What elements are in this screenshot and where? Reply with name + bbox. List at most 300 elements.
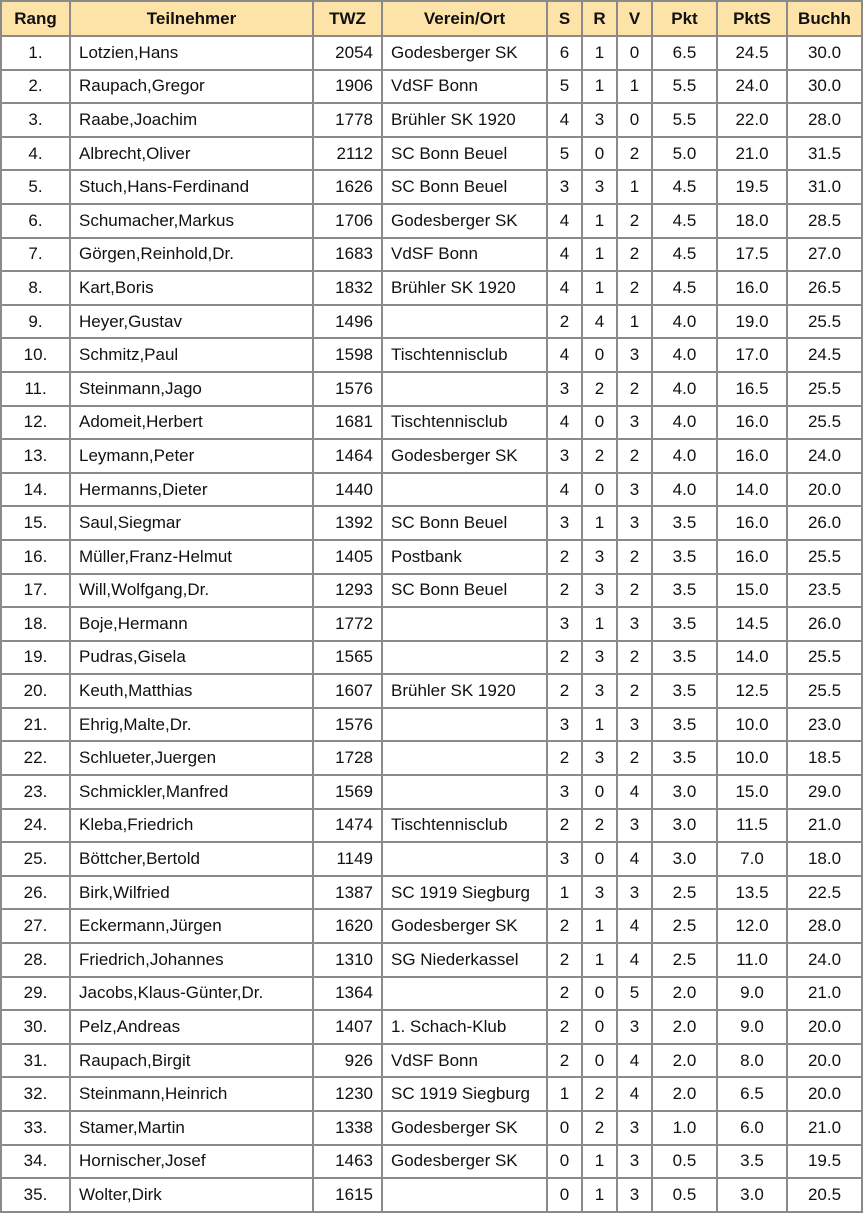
buchh-cell: 25.5 <box>787 540 862 574</box>
verein-cell: Tischtennisclub <box>382 406 547 440</box>
v-cell: 2 <box>617 741 652 775</box>
verein-cell <box>382 708 547 742</box>
twz-cell: 1681 <box>313 406 382 440</box>
table-row <box>1 137 862 171</box>
pkt-cell: 3.5 <box>652 674 717 708</box>
v-cell: 3 <box>617 1145 652 1179</box>
teilnehmer-cell: Will,Wolfgang,Dr. <box>70 574 313 608</box>
buchh-cell: 18.5 <box>787 741 862 775</box>
s-cell: 2 <box>547 1010 582 1044</box>
buchh-cell: 28.0 <box>787 909 862 943</box>
r-cell: 2 <box>582 1111 617 1145</box>
rang-cell: 10. <box>1 338 70 372</box>
table-row <box>1 406 862 440</box>
verein-cell: Brühler SK 1920 <box>382 103 547 137</box>
teilnehmer-cell: Hermanns,Dieter <box>70 473 313 507</box>
buchh-cell: 31.5 <box>787 137 862 171</box>
s-cell: 3 <box>547 708 582 742</box>
pkts-cell: 3.5 <box>717 1145 787 1179</box>
buchh-cell: 21.0 <box>787 809 862 843</box>
table-row <box>1 271 862 305</box>
rang-cell: 20. <box>1 674 70 708</box>
teilnehmer-cell: Ehrig,Malte,Dr. <box>70 708 313 742</box>
table-row <box>1 372 862 406</box>
rang-cell: 15. <box>1 506 70 540</box>
pkts-cell: 6.0 <box>717 1111 787 1145</box>
v-cell: 3 <box>617 1111 652 1145</box>
buchh-cell: 23.0 <box>787 708 862 742</box>
r-cell: 1 <box>582 943 617 977</box>
v-cell: 2 <box>617 641 652 675</box>
pkt-cell: 4.0 <box>652 305 717 339</box>
verein-cell: SC Bonn Beuel <box>382 170 547 204</box>
teilnehmer-cell: Steinmann,Heinrich <box>70 1077 313 1111</box>
pkt-cell: 3.5 <box>652 641 717 675</box>
table-row <box>1 439 862 473</box>
pkt-cell: 2.0 <box>652 1010 717 1044</box>
r-cell: 0 <box>582 1044 617 1078</box>
pkts-cell: 8.0 <box>717 1044 787 1078</box>
teilnehmer-cell: Birk,Wilfried <box>70 876 313 910</box>
s-cell: 2 <box>547 305 582 339</box>
table-row <box>1 641 862 675</box>
s-cell: 3 <box>547 607 582 641</box>
pkt-cell: 6.5 <box>652 36 717 70</box>
col-header-rang: Rang <box>1 1 70 36</box>
v-cell: 2 <box>617 574 652 608</box>
pkt-cell: 2.5 <box>652 876 717 910</box>
pkts-cell: 16.0 <box>717 506 787 540</box>
buchh-cell: 20.0 <box>787 1044 862 1078</box>
rang-cell: 27. <box>1 909 70 943</box>
teilnehmer-cell: Saul,Siegmar <box>70 506 313 540</box>
pkts-cell: 7.0 <box>717 842 787 876</box>
s-cell: 2 <box>547 977 582 1011</box>
table-row <box>1 1111 862 1145</box>
r-cell: 2 <box>582 372 617 406</box>
rang-cell: 18. <box>1 607 70 641</box>
v-cell: 5 <box>617 977 652 1011</box>
buchh-cell: 28.5 <box>787 204 862 238</box>
verein-cell <box>382 1178 547 1212</box>
pkts-cell: 21.0 <box>717 137 787 171</box>
twz-cell: 1338 <box>313 1111 382 1145</box>
s-cell: 2 <box>547 943 582 977</box>
verein-cell: Godesberger SK <box>382 204 547 238</box>
rang-cell: 26. <box>1 876 70 910</box>
twz-cell: 1310 <box>313 943 382 977</box>
table-row <box>1 473 862 507</box>
pkt-cell: 4.0 <box>652 439 717 473</box>
table-row <box>1 70 862 104</box>
v-cell: 4 <box>617 1077 652 1111</box>
table-row <box>1 170 862 204</box>
rang-cell: 16. <box>1 540 70 574</box>
buchh-cell: 25.5 <box>787 406 862 440</box>
v-cell: 3 <box>617 506 652 540</box>
verein-cell <box>382 305 547 339</box>
table-row <box>1 674 862 708</box>
twz-cell: 1407 <box>313 1010 382 1044</box>
r-cell: 1 <box>582 36 617 70</box>
buchh-cell: 20.0 <box>787 473 862 507</box>
pkts-cell: 3.0 <box>717 1178 787 1212</box>
r-cell: 2 <box>582 439 617 473</box>
teilnehmer-cell: Heyer,Gustav <box>70 305 313 339</box>
teilnehmer-cell: Raupach,Birgit <box>70 1044 313 1078</box>
v-cell: 3 <box>617 473 652 507</box>
s-cell: 0 <box>547 1111 582 1145</box>
s-cell: 4 <box>547 103 582 137</box>
teilnehmer-cell: Steinmann,Jago <box>70 372 313 406</box>
teilnehmer-cell: Stamer,Martin <box>70 1111 313 1145</box>
r-cell: 3 <box>582 876 617 910</box>
s-cell: 3 <box>547 170 582 204</box>
col-header-r: R <box>582 1 617 36</box>
verein-cell: Tischtennisclub <box>382 809 547 843</box>
table-row <box>1 809 862 843</box>
twz-cell: 1405 <box>313 540 382 574</box>
s-cell: 4 <box>547 238 582 272</box>
rang-cell: 14. <box>1 473 70 507</box>
verein-cell: SC 1919 Siegburg <box>382 876 547 910</box>
r-cell: 2 <box>582 809 617 843</box>
twz-cell: 1463 <box>313 1145 382 1179</box>
verein-cell: SG Niederkassel <box>382 943 547 977</box>
table-row <box>1 977 862 1011</box>
teilnehmer-cell: Müller,Franz-Helmut <box>70 540 313 574</box>
s-cell: 0 <box>547 1178 582 1212</box>
r-cell: 1 <box>582 238 617 272</box>
rang-cell: 32. <box>1 1077 70 1111</box>
pkt-cell: 2.0 <box>652 977 717 1011</box>
table-row <box>1 540 862 574</box>
verein-cell: SC Bonn Beuel <box>382 574 547 608</box>
twz-cell: 1440 <box>313 473 382 507</box>
table-row <box>1 204 862 238</box>
pkt-cell: 2.5 <box>652 909 717 943</box>
rang-cell: 35. <box>1 1178 70 1212</box>
v-cell: 2 <box>617 372 652 406</box>
twz-cell: 1392 <box>313 506 382 540</box>
v-cell: 3 <box>617 876 652 910</box>
s-cell: 4 <box>547 271 582 305</box>
v-cell: 2 <box>617 540 652 574</box>
s-cell: 0 <box>547 1145 582 1179</box>
rang-cell: 23. <box>1 775 70 809</box>
rang-cell: 28. <box>1 943 70 977</box>
twz-cell: 1387 <box>313 876 382 910</box>
rang-cell: 9. <box>1 305 70 339</box>
twz-cell: 1569 <box>313 775 382 809</box>
pkts-cell: 13.5 <box>717 876 787 910</box>
verein-cell: Godesberger SK <box>382 909 547 943</box>
pkt-cell: 4.5 <box>652 170 717 204</box>
table-row <box>1 506 862 540</box>
table-row <box>1 607 862 641</box>
r-cell: 1 <box>582 271 617 305</box>
v-cell: 3 <box>617 406 652 440</box>
pkts-cell: 14.0 <box>717 473 787 507</box>
v-cell: 4 <box>617 1044 652 1078</box>
pkts-cell: 16.0 <box>717 540 787 574</box>
table-row <box>1 708 862 742</box>
twz-cell: 1576 <box>313 708 382 742</box>
twz-cell: 926 <box>313 1044 382 1078</box>
table-row <box>1 238 862 272</box>
buchh-cell: 30.0 <box>787 70 862 104</box>
s-cell: 2 <box>547 741 582 775</box>
pkt-cell: 4.5 <box>652 204 717 238</box>
s-cell: 4 <box>547 473 582 507</box>
table-row <box>1 103 862 137</box>
pkt-cell: 4.0 <box>652 372 717 406</box>
pkt-cell: 4.0 <box>652 406 717 440</box>
rang-cell: 1. <box>1 36 70 70</box>
s-cell: 4 <box>547 406 582 440</box>
verein-cell: Tischtennisclub <box>382 338 547 372</box>
header-row <box>1 1 862 36</box>
s-cell: 3 <box>547 439 582 473</box>
twz-cell: 1496 <box>313 305 382 339</box>
r-cell: 4 <box>582 305 617 339</box>
teilnehmer-cell: Schmitz,Paul <box>70 338 313 372</box>
verein-cell <box>382 977 547 1011</box>
pkt-cell: 3.5 <box>652 540 717 574</box>
rang-cell: 7. <box>1 238 70 272</box>
r-cell: 1 <box>582 909 617 943</box>
teilnehmer-cell: Jacobs,Klaus-Günter,Dr. <box>70 977 313 1011</box>
buchh-cell: 20.0 <box>787 1010 862 1044</box>
pkts-cell: 16.0 <box>717 439 787 473</box>
verein-cell: Godesberger SK <box>382 36 547 70</box>
v-cell: 3 <box>617 338 652 372</box>
r-cell: 0 <box>582 406 617 440</box>
rang-cell: 5. <box>1 170 70 204</box>
col-header-pkt: Pkt <box>652 1 717 36</box>
pkts-cell: 18.0 <box>717 204 787 238</box>
verein-cell <box>382 641 547 675</box>
r-cell: 3 <box>582 103 617 137</box>
s-cell: 5 <box>547 137 582 171</box>
verein-cell: SC Bonn Beuel <box>382 506 547 540</box>
teilnehmer-cell: Kart,Boris <box>70 271 313 305</box>
s-cell: 2 <box>547 641 582 675</box>
teilnehmer-cell: Keuth,Matthias <box>70 674 313 708</box>
pkts-cell: 14.0 <box>717 641 787 675</box>
verein-cell: Godesberger SK <box>382 439 547 473</box>
s-cell: 4 <box>547 204 582 238</box>
rang-cell: 8. <box>1 271 70 305</box>
r-cell: 0 <box>582 473 617 507</box>
v-cell: 2 <box>617 271 652 305</box>
r-cell: 0 <box>582 137 617 171</box>
s-cell: 2 <box>547 809 582 843</box>
verein-cell: Postbank <box>382 540 547 574</box>
teilnehmer-cell: Raabe,Joachim <box>70 103 313 137</box>
s-cell: 4 <box>547 338 582 372</box>
r-cell: 3 <box>582 674 617 708</box>
r-cell: 3 <box>582 741 617 775</box>
pkts-cell: 17.5 <box>717 238 787 272</box>
pkt-cell: 3.0 <box>652 809 717 843</box>
pkt-cell: 3.5 <box>652 607 717 641</box>
r-cell: 1 <box>582 204 617 238</box>
pkts-cell: 16.5 <box>717 372 787 406</box>
s-cell: 1 <box>547 876 582 910</box>
table-row <box>1 909 862 943</box>
table-row <box>1 305 862 339</box>
pkts-cell: 6.5 <box>717 1077 787 1111</box>
v-cell: 3 <box>617 1010 652 1044</box>
teilnehmer-cell: Leymann,Peter <box>70 439 313 473</box>
teilnehmer-cell: Kleba,Friedrich <box>70 809 313 843</box>
s-cell: 1 <box>547 1077 582 1111</box>
s-cell: 6 <box>547 36 582 70</box>
buchh-cell: 27.0 <box>787 238 862 272</box>
table-row <box>1 1145 862 1179</box>
rang-cell: 22. <box>1 741 70 775</box>
buchh-cell: 25.5 <box>787 674 862 708</box>
teilnehmer-cell: Hornischer,Josef <box>70 1145 313 1179</box>
pkt-cell: 4.0 <box>652 338 717 372</box>
s-cell: 2 <box>547 674 582 708</box>
table-row <box>1 1010 862 1044</box>
verein-cell: VdSF Bonn <box>382 70 547 104</box>
pkts-cell: 16.0 <box>717 406 787 440</box>
rang-cell: 12. <box>1 406 70 440</box>
table-row <box>1 1044 862 1078</box>
teilnehmer-cell: Adomeit,Herbert <box>70 406 313 440</box>
pkts-cell: 10.0 <box>717 741 787 775</box>
buchh-cell: 24.5 <box>787 338 862 372</box>
col-header-pkts: PktS <box>717 1 787 36</box>
table-body <box>1 36 862 1212</box>
twz-cell: 1364 <box>313 977 382 1011</box>
verein-cell: 1. Schach-Klub <box>382 1010 547 1044</box>
r-cell: 3 <box>582 170 617 204</box>
twz-cell: 2112 <box>313 137 382 171</box>
twz-cell: 1906 <box>313 70 382 104</box>
col-header-v: V <box>617 1 652 36</box>
r-cell: 0 <box>582 338 617 372</box>
r-cell: 1 <box>582 506 617 540</box>
table-row <box>1 1178 862 1212</box>
teilnehmer-cell: Schumacher,Markus <box>70 204 313 238</box>
table-row <box>1 1077 862 1111</box>
v-cell: 1 <box>617 70 652 104</box>
buchh-cell: 29.0 <box>787 775 862 809</box>
pkt-cell: 3.0 <box>652 842 717 876</box>
v-cell: 2 <box>617 204 652 238</box>
buchh-cell: 26.5 <box>787 271 862 305</box>
twz-cell: 1706 <box>313 204 382 238</box>
col-header-teilnehmer: Teilnehmer <box>70 1 313 36</box>
twz-cell: 1149 <box>313 842 382 876</box>
s-cell: 3 <box>547 775 582 809</box>
twz-cell: 1293 <box>313 574 382 608</box>
rang-cell: 13. <box>1 439 70 473</box>
r-cell: 1 <box>582 1145 617 1179</box>
pkt-cell: 2.0 <box>652 1044 717 1078</box>
buchh-cell: 21.0 <box>787 977 862 1011</box>
v-cell: 3 <box>617 607 652 641</box>
verein-cell: Brühler SK 1920 <box>382 271 547 305</box>
twz-cell: 1598 <box>313 338 382 372</box>
pkts-cell: 15.0 <box>717 574 787 608</box>
teilnehmer-cell: Albrecht,Oliver <box>70 137 313 171</box>
teilnehmer-cell: Eckermann,Jürgen <box>70 909 313 943</box>
teilnehmer-cell: Böttcher,Bertold <box>70 842 313 876</box>
verein-cell: Godesberger SK <box>382 1111 547 1145</box>
pkts-cell: 22.0 <box>717 103 787 137</box>
r-cell: 3 <box>582 540 617 574</box>
pkt-cell: 4.5 <box>652 238 717 272</box>
r-cell: 3 <box>582 574 617 608</box>
v-cell: 1 <box>617 170 652 204</box>
pkt-cell: 2.0 <box>652 1077 717 1111</box>
buchh-cell: 20.5 <box>787 1178 862 1212</box>
s-cell: 2 <box>547 909 582 943</box>
buchh-cell: 25.5 <box>787 641 862 675</box>
twz-cell: 1772 <box>313 607 382 641</box>
rang-cell: 33. <box>1 1111 70 1145</box>
teilnehmer-cell: Lotzien,Hans <box>70 36 313 70</box>
r-cell: 0 <box>582 775 617 809</box>
twz-cell: 1230 <box>313 1077 382 1111</box>
teilnehmer-cell: Raupach,Gregor <box>70 70 313 104</box>
v-cell: 4 <box>617 943 652 977</box>
rang-cell: 3. <box>1 103 70 137</box>
pkts-cell: 12.0 <box>717 909 787 943</box>
r-cell: 1 <box>582 1178 617 1212</box>
table-row <box>1 943 862 977</box>
rang-cell: 2. <box>1 70 70 104</box>
rang-cell: 30. <box>1 1010 70 1044</box>
verein-cell <box>382 741 547 775</box>
pkts-cell: 9.0 <box>717 977 787 1011</box>
teilnehmer-cell: Wolter,Dirk <box>70 1178 313 1212</box>
v-cell: 0 <box>617 103 652 137</box>
pkt-cell: 3.5 <box>652 741 717 775</box>
rang-cell: 19. <box>1 641 70 675</box>
twz-cell: 1778 <box>313 103 382 137</box>
v-cell: 4 <box>617 842 652 876</box>
twz-cell: 1464 <box>313 439 382 473</box>
verein-cell: Godesberger SK <box>382 1145 547 1179</box>
col-header-buchh: Buchh <box>787 1 862 36</box>
v-cell: 3 <box>617 809 652 843</box>
teilnehmer-cell: Friedrich,Johannes <box>70 943 313 977</box>
rang-cell: 34. <box>1 1145 70 1179</box>
pkts-cell: 16.0 <box>717 271 787 305</box>
s-cell: 2 <box>547 574 582 608</box>
twz-cell: 1576 <box>313 372 382 406</box>
twz-cell: 2054 <box>313 36 382 70</box>
buchh-cell: 20.0 <box>787 1077 862 1111</box>
v-cell: 2 <box>617 674 652 708</box>
s-cell: 2 <box>547 1044 582 1078</box>
twz-cell: 1474 <box>313 809 382 843</box>
s-cell: 2 <box>547 540 582 574</box>
pkt-cell: 3.5 <box>652 574 717 608</box>
v-cell: 2 <box>617 439 652 473</box>
twz-cell: 1565 <box>313 641 382 675</box>
v-cell: 0 <box>617 36 652 70</box>
buchh-cell: 23.5 <box>787 574 862 608</box>
pkts-cell: 11.5 <box>717 809 787 843</box>
twz-cell: 1607 <box>313 674 382 708</box>
